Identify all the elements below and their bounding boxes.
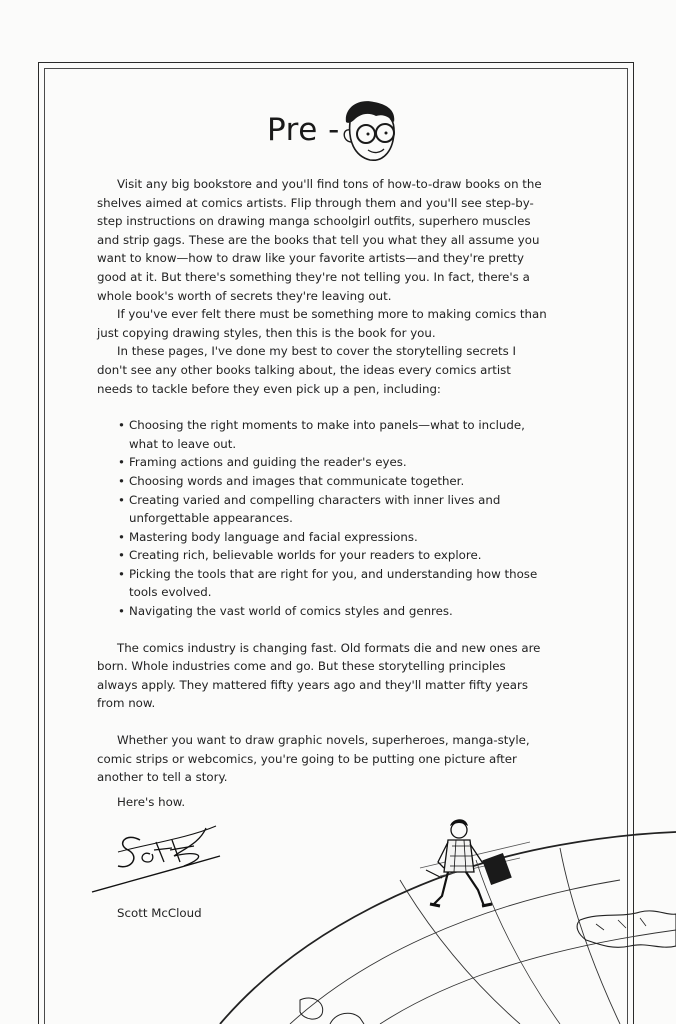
author-name: Scott McCloud	[117, 906, 202, 920]
page-title: Pre -	[267, 112, 340, 148]
paragraph: The comics industry is changing fast. Old formats die and new ones are born. Whole industries come and go. But these storytelling principles always apply. They mattered fifty years ago and they'll matter fifty years from now.	[97, 640, 541, 711]
list-item: • Creating varied and compelling characters with inner lives and unforgettable appearances.	[118, 491, 547, 528]
walking-man-icon	[426, 819, 512, 906]
paragraph: If you've ever felt there must be something more to making comics than just copying drawing styles, then this is the book for you.	[97, 307, 547, 340]
paragraph: Whether you want to draw graphic novels, superheroes, manga-style, comic strips or webcomics, you're going to be putting one picture after another to tell a story.	[97, 733, 530, 785]
list-item: • Choosing the right moments to make into panels—what to include, what to leave out.	[118, 416, 547, 453]
signoff: Here's how.	[117, 795, 186, 809]
list-item: • Framing actions and guiding the reader's eyes.	[118, 453, 547, 472]
list-item: • Picking the tools that are right for you, and understanding how those tools evolved.	[118, 565, 547, 602]
paragraph: In these pages, I've done my best to cover the storytelling secrets I don't see any other books talking about, the ideas every comics artist needs to tackle before they even pick up a pen, including:	[97, 344, 516, 396]
paragraph: Visit any big bookstore and you'll find tons of how-to-draw books on the shelves aimed at comics artists. Flip through them and you'll see step-by-step instructions on drawing manga schoolgirl outfits, superhero muscles and strip gags. These are the books that tell you what they all assume you want to know—how to draw like your favorite artists—and they're pretty good at it. But there's something they're not telling you. In fact, there's a whole book's worth of secrets they're leaving out.	[97, 177, 542, 303]
list-item: • Choosing words and images that communicate together.	[118, 472, 547, 491]
list-item: • Creating rich, believable worlds for your readers to explore.	[118, 546, 547, 565]
list-item: • Navigating the vast world of comics styles and genres.	[118, 602, 547, 621]
list-item: • Mastering body language and facial expressions.	[118, 528, 547, 547]
